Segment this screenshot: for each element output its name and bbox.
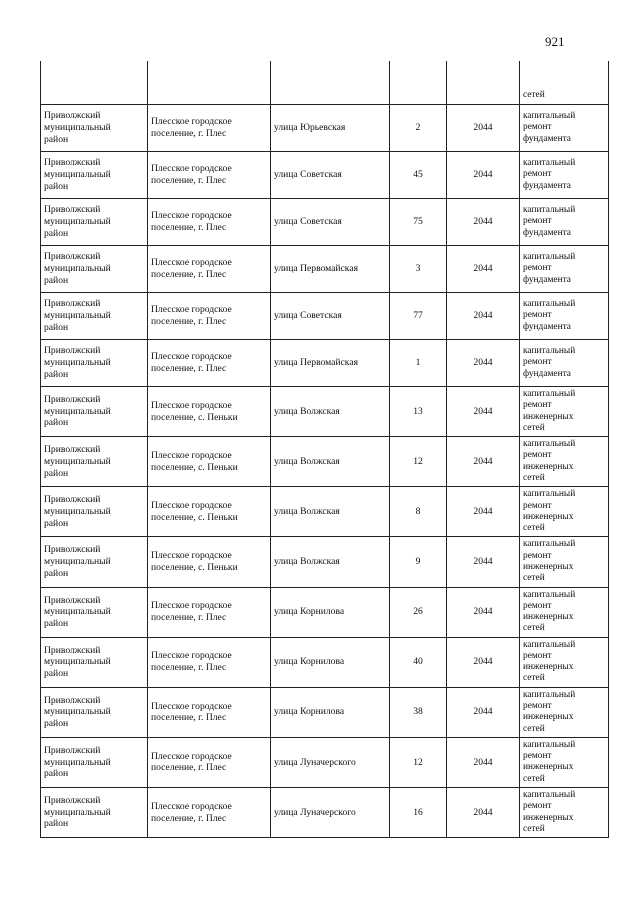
year-text: 2044 xyxy=(473,756,493,768)
settlement-text: Плесское городское поселение, г. Плес xyxy=(151,116,232,139)
year-text: 2044 xyxy=(473,656,493,668)
settlement-text: Плесское городское поселение, с. Пеньки xyxy=(151,399,238,423)
settlement-cell xyxy=(148,340,271,387)
work-cell xyxy=(520,61,609,105)
house-cell xyxy=(390,788,447,838)
district-text: Приволжский муниципальный район xyxy=(44,795,111,830)
work-text: капитальный ремонт фундамента xyxy=(523,299,576,332)
house-number-text: 2 xyxy=(415,122,421,134)
district-cell xyxy=(41,537,148,587)
table-row xyxy=(41,637,609,687)
house-number-text: 26 xyxy=(413,606,423,618)
table-body xyxy=(41,61,609,838)
house-cell xyxy=(390,587,447,637)
year-text: 2044 xyxy=(473,556,493,568)
district-cell xyxy=(41,687,148,737)
table-row xyxy=(41,246,609,293)
district-cell xyxy=(41,199,148,246)
settlement-cell xyxy=(148,537,271,587)
district-text: Приволжский муниципальный район xyxy=(44,298,111,333)
house-number-text: 45 xyxy=(413,169,423,181)
work-cell xyxy=(520,199,609,246)
page-number: 921 xyxy=(545,34,565,49)
district-cell xyxy=(41,293,148,340)
settlement-cell xyxy=(148,246,271,293)
district-text: Приволжский муниципальный район xyxy=(44,157,111,192)
year-text: 2044 xyxy=(473,357,493,369)
year-cell xyxy=(447,437,520,487)
year-text: 2044 xyxy=(473,216,493,228)
settlement-cell xyxy=(148,487,271,537)
house-number-text: 3 xyxy=(415,263,421,275)
settlement-text: Плесское городское поселение, г. Плес xyxy=(151,650,232,674)
repair-schedule-table xyxy=(40,61,609,838)
street-text: улица Луначерского xyxy=(274,756,356,768)
district-text: Приволжский муниципальный район xyxy=(44,394,111,429)
year-cell xyxy=(447,637,520,687)
house-cell xyxy=(390,152,447,199)
table-row xyxy=(41,105,609,152)
street-cell xyxy=(271,587,390,637)
street-cell xyxy=(271,152,390,199)
street-text: улица Первомайская xyxy=(274,263,358,275)
settlement-text: Плесское городское поселение, г. Плес xyxy=(151,304,232,327)
house-number-text: 12 xyxy=(413,455,423,467)
house-cell xyxy=(390,537,447,587)
district-text: Приволжский муниципальный район xyxy=(44,594,111,629)
work-text: сетей xyxy=(523,89,545,100)
year-text: 2044 xyxy=(473,122,493,134)
house-number-text: 77 xyxy=(413,310,423,322)
district-cell xyxy=(41,340,148,387)
work-text: капитальный ремонт фундамента xyxy=(523,158,576,191)
district-text: Приволжский муниципальный район xyxy=(44,744,111,780)
year-cell xyxy=(447,340,520,387)
street-cell xyxy=(271,387,390,437)
street-text: улица Советская xyxy=(274,169,342,181)
year-text: 2044 xyxy=(473,263,493,275)
settlement-cell xyxy=(148,105,271,152)
table-row xyxy=(41,340,609,387)
work-text: капитальный ремонт инженерных сетей xyxy=(523,689,576,734)
table-row xyxy=(41,487,609,537)
year-cell xyxy=(447,537,520,587)
settlement-cell xyxy=(148,587,271,637)
work-cell xyxy=(520,737,609,787)
district-text: Приволжский муниципальный район xyxy=(44,494,111,529)
work-text: капитальный ремонт инженерных сетей xyxy=(523,790,576,834)
house-cell xyxy=(390,199,447,246)
district-cell xyxy=(41,246,148,293)
settlement-cell xyxy=(148,61,271,105)
house-number-text: 9 xyxy=(415,556,421,568)
district-text: Приволжский муниципальный район xyxy=(44,544,111,579)
settlement-cell xyxy=(148,687,271,737)
year-cell xyxy=(447,737,520,787)
settlement-text: Плесское городское поселение, с. Пеньки xyxy=(151,550,238,573)
house-cell xyxy=(390,637,447,687)
district-cell xyxy=(41,105,148,152)
year-text: 2044 xyxy=(473,806,493,818)
year-cell xyxy=(447,246,520,293)
work-cell xyxy=(520,637,609,687)
work-text: капитальный ремонт инженерных сетей xyxy=(523,639,576,684)
street-text: улица Волжская xyxy=(274,405,340,417)
street-cell xyxy=(271,537,390,587)
year-cell xyxy=(447,788,520,838)
year-text: 2044 xyxy=(473,606,493,618)
year-cell xyxy=(447,293,520,340)
year-cell xyxy=(447,487,520,537)
house-number-text: 1 xyxy=(415,357,421,369)
work-cell xyxy=(520,293,609,340)
house-number-text: 13 xyxy=(413,405,423,417)
street-cell xyxy=(271,437,390,487)
house-cell xyxy=(390,387,447,437)
work-cell xyxy=(520,687,609,737)
house-number-text: 12 xyxy=(413,756,423,768)
year-cell xyxy=(447,687,520,737)
street-text: улица Юрьевская xyxy=(274,122,346,134)
street-text: улица Волжская xyxy=(274,455,340,467)
house-cell xyxy=(390,105,447,152)
year-cell xyxy=(447,199,520,246)
year-cell xyxy=(447,152,520,199)
settlement-cell xyxy=(148,152,271,199)
settlement-text: Плесское городское поселение, г. Плес xyxy=(151,600,232,624)
work-cell xyxy=(520,246,609,293)
house-cell xyxy=(390,487,447,537)
street-text: улица Волжская xyxy=(274,556,340,568)
district-text: Приволжский муниципальный район xyxy=(44,444,111,479)
table-row xyxy=(41,293,609,340)
work-cell xyxy=(520,105,609,152)
district-cell xyxy=(41,587,148,637)
street-text: улица Корнилова xyxy=(274,706,345,718)
street-cell xyxy=(271,487,390,537)
district-text: Приволжский муниципальный район xyxy=(44,694,111,730)
work-cell xyxy=(520,587,609,637)
street-cell xyxy=(271,340,390,387)
district-cell xyxy=(41,437,148,487)
settlement-cell xyxy=(148,293,271,340)
table-row xyxy=(41,537,609,587)
street-cell xyxy=(271,293,390,340)
settlement-cell xyxy=(148,437,271,487)
year-cell xyxy=(447,105,520,152)
work-text: капитальный ремонт фундамента xyxy=(523,346,576,379)
table-row xyxy=(41,437,609,487)
work-cell xyxy=(520,487,609,537)
street-cell xyxy=(271,637,390,687)
street-cell xyxy=(271,246,390,293)
street-text: улица Волжская xyxy=(274,505,340,517)
house-cell xyxy=(390,437,447,487)
settlement-cell xyxy=(148,387,271,437)
house-cell xyxy=(390,340,447,387)
work-text: капитальный ремонт инженерных сетей xyxy=(523,389,576,433)
district-text: Приволжский муниципальный район xyxy=(44,345,111,380)
house-cell xyxy=(390,246,447,293)
street-text: улица Советская xyxy=(274,310,342,322)
table-row xyxy=(41,152,609,199)
district-cell xyxy=(41,387,148,437)
work-text: капитальный ремонт инженерных сетей xyxy=(523,539,576,584)
house-cell xyxy=(390,737,447,787)
work-text: капитальный ремонт инженерных сетей xyxy=(523,739,576,784)
district-text: Приволжский муниципальный район xyxy=(44,204,111,239)
house-cell xyxy=(390,293,447,340)
settlement-cell xyxy=(148,788,271,838)
work-cell xyxy=(520,437,609,487)
district-text: Приволжский муниципальный район xyxy=(44,644,111,680)
work-cell xyxy=(520,340,609,387)
house-number-text: 75 xyxy=(413,216,423,228)
work-text: капитальный ремонт инженерных сетей xyxy=(523,589,576,634)
settlement-text: Плесское городское поселение, с. Пеньки xyxy=(151,449,238,473)
district-cell xyxy=(41,637,148,687)
settlement-text: Плесское городское поселение, г. Плес xyxy=(151,800,232,824)
street-cell xyxy=(271,687,390,737)
year-cell xyxy=(447,587,520,637)
settlement-cell xyxy=(148,199,271,246)
district-cell xyxy=(41,152,148,199)
year-text: 2044 xyxy=(473,706,493,718)
work-cell xyxy=(520,152,609,199)
table-row xyxy=(41,387,609,437)
year-cell xyxy=(447,387,520,437)
street-text: улица Корнилова xyxy=(274,606,345,618)
settlement-text: Плесское городское поселение, г. Плес xyxy=(151,163,232,186)
year-cell xyxy=(447,61,520,105)
street-cell xyxy=(271,788,390,838)
street-text: улица Корнилова xyxy=(274,656,345,668)
house-number-text: 8 xyxy=(415,505,421,517)
table-row xyxy=(41,587,609,637)
district-cell xyxy=(41,487,148,537)
street-text: улица Советская xyxy=(274,216,342,228)
continuation-row xyxy=(41,61,609,105)
work-text: капитальный ремонт фундамента xyxy=(523,205,576,238)
house-cell xyxy=(390,687,447,737)
house-cell xyxy=(390,61,447,105)
work-cell xyxy=(520,387,609,437)
year-text: 2044 xyxy=(473,455,493,467)
settlement-cell xyxy=(148,637,271,687)
table-row xyxy=(41,737,609,787)
work-cell xyxy=(520,788,609,838)
district-cell xyxy=(41,61,148,105)
table-row xyxy=(41,788,609,838)
house-number-text: 38 xyxy=(413,706,423,718)
table-row xyxy=(41,687,609,737)
settlement-cell xyxy=(148,737,271,787)
settlement-text: Плесское городское поселение, г. Плес xyxy=(151,351,232,374)
street-cell xyxy=(271,737,390,787)
settlement-text: Плесское городское поселение, г. Плес xyxy=(151,257,232,280)
district-cell xyxy=(41,737,148,787)
year-text: 2044 xyxy=(473,169,493,181)
street-cell xyxy=(271,105,390,152)
street-cell xyxy=(271,61,390,105)
district-cell xyxy=(41,788,148,838)
year-text: 2044 xyxy=(473,405,493,417)
settlement-text: Плесское городское поселение, г. Плес xyxy=(151,750,232,774)
street-cell xyxy=(271,199,390,246)
house-number-text: 16 xyxy=(413,806,423,818)
work-text: капитальный ремонт инженерных сетей xyxy=(523,439,576,483)
table-row xyxy=(41,199,609,246)
street-text: улица Первомайская xyxy=(274,357,358,369)
settlement-text: Плесское городское поселение, с. Пеньки xyxy=(151,500,238,523)
work-text: капитальный ремонт фундамента xyxy=(523,252,576,285)
settlement-text: Плесское городское поселение, г. Плес xyxy=(151,700,232,724)
settlement-text: Плесское городское поселение, г. Плес xyxy=(151,210,232,233)
district-text: Приволжский муниципальный район xyxy=(44,110,111,145)
house-number-text: 40 xyxy=(413,656,423,668)
district-text: Приволжский муниципальный район xyxy=(44,251,111,286)
work-text: капитальный ремонт фундамента xyxy=(523,111,576,144)
work-cell xyxy=(520,537,609,587)
year-text: 2044 xyxy=(473,310,493,322)
year-text: 2044 xyxy=(473,505,493,517)
work-text: капитальный ремонт инженерных сетей xyxy=(523,489,576,534)
street-text: улица Луначерского xyxy=(274,806,356,818)
